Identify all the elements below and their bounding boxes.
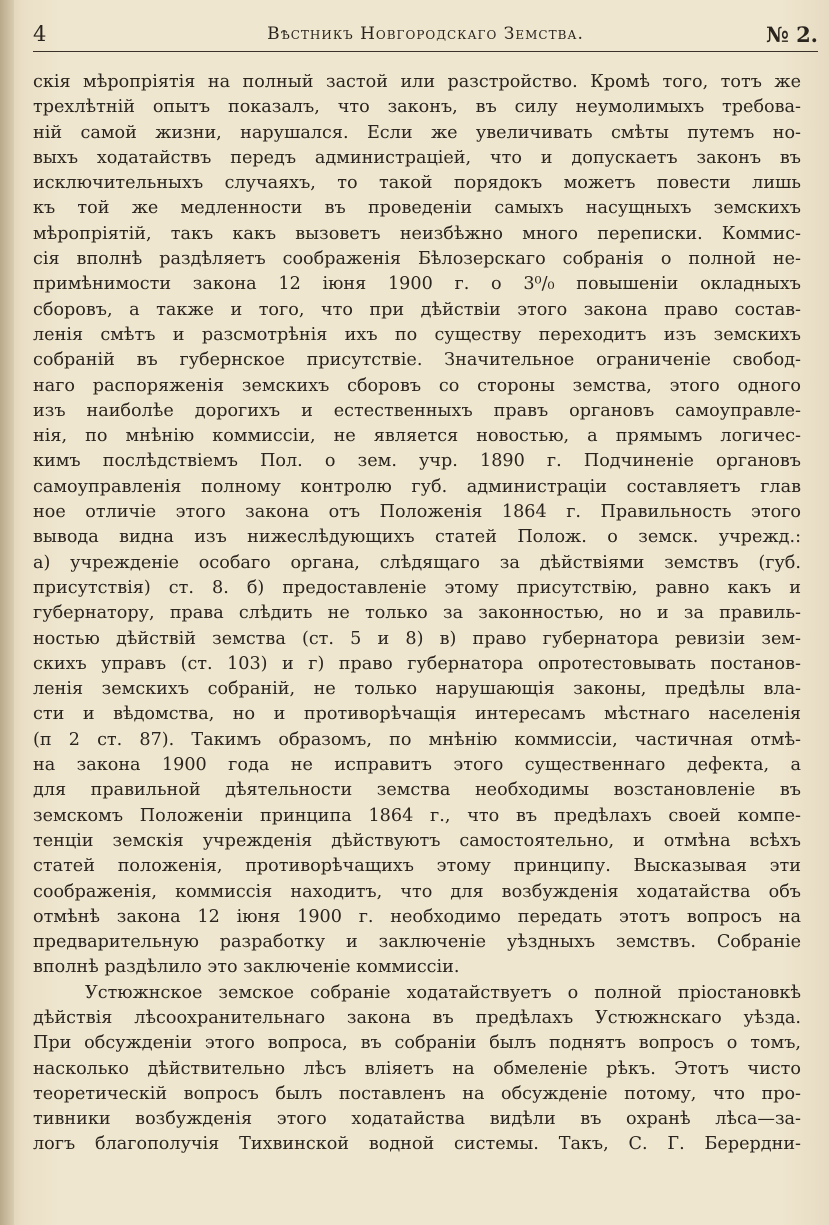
text-line: собраній въ губернское присутствіе. Значительное ограниченіе свобод- <box>33 350 801 371</box>
text-line: скихъ управъ (ст. 103) и г) право губернатора опротестовывать постанов- <box>33 653 801 674</box>
text-line: тивники возбужденія этого ходатайства видѣли въ охранѣ лѣса—за- <box>33 1109 801 1130</box>
paragraph-start-line: Устюжнское земское собраніе ходатайствуетъ о полной пріостановкѣ <box>85 982 801 1003</box>
text-line: ленія земскихъ собраній, не только нарушающія законы, предѣлы вла- <box>33 679 801 700</box>
text-line: статей положенія, противорѣчащихъ этому принципу. Высказывая эти <box>33 856 801 877</box>
text-line: а) учрежденіе особаго органа, слѣдящаго за дѣйствіями земствъ (губ. <box>33 552 801 573</box>
text-line: скія мѣропріятія на полный застой или разстройство. Кромѣ того, тотъ же <box>33 72 801 92</box>
text-line: логъ благополучія Тихвинской водной системы. Такъ, С. Г. Берердни- <box>33 1134 801 1155</box>
text-line: предварительную разработку и заключеніе уѣздныхъ земствъ. Собраніе <box>33 932 801 953</box>
text-line: сти и вѣдомства, но и противорѣчащія интересамъ мѣстнаго населенія <box>33 704 801 725</box>
text-line: трехлѣтній опытъ показалъ, что законъ, въ силу неумолимыхъ требова- <box>33 97 801 118</box>
page-number: 4 <box>33 22 47 46</box>
text-line: насколько дѣйствительно лѣсъ вліяетъ на обмеленіе рѣкъ. Этотъ чисто <box>33 1058 801 1079</box>
text-line: самоуправленія полному контролю губ. администраціи составляетъ глав <box>33 476 801 497</box>
text-line: ній самой жизни, нарушался. Если же увеличивать смѣты путемъ но- <box>33 122 801 143</box>
text-line: мѣропріятій, такъ какъ вызоветъ неизбѣжно много переписки. Коммис- <box>33 223 801 244</box>
text-line: губернатору, права слѣдить не только за законностью, но и за правиль- <box>33 603 801 624</box>
text-line: нія, по мнѣнію коммиссіи, не является новостью, а прямымъ логичес- <box>33 426 801 447</box>
text-line: исключительныхъ случаяхъ, то такой порядокъ можетъ повести лишь <box>33 173 801 194</box>
text-line: ное отличіе этого закона отъ Положенія 1864 г. Правильность этого <box>33 502 801 523</box>
text-line: тенціи земскія учрежденія дѣйствуютъ самостоятельно, и отмѣна всѣхъ <box>33 830 801 851</box>
text-line: на закона 1900 года не исправитъ этого существеннаго дефекта, а <box>33 755 801 776</box>
text-line: выхъ ходатайствъ передъ администраціей, что и допускаетъ законъ въ <box>33 147 801 168</box>
text-line: сія вполнѣ раздѣляетъ соображенія Бѣлозерскаго собранія о полной не- <box>33 249 801 270</box>
book-spine <box>0 0 14 1225</box>
paragraph-end-line: вполнѣ раздѣлило это заключеніе коммиссіи. <box>33 957 460 978</box>
text-line: ностью дѣйствій земства (ст. 5 и 8) в) право губернатора ревизіи зем- <box>33 628 801 649</box>
text-line: (п 2 ст. 87). Такимъ образомъ, по мнѣнію коммиссіи, частичная отмѣ- <box>33 729 801 750</box>
text-line: для правильной дѣятельности земства необходимы возстановленіе въ <box>33 780 801 801</box>
text-line: дѣйствія лѣсоохранительнаго закона въ предѣлахъ Устюжнскаго уѣзда. <box>33 1007 801 1028</box>
text-line: ленія смѣтъ и разсмотрѣнія ихъ по существу переходитъ изъ земскихъ <box>33 324 801 345</box>
body-text <box>33 70 801 1158</box>
journal-title: Вѣстникъ Новгородскаго Земства. <box>267 24 584 44</box>
text-line: При обсужденіи этого вопроса, въ собраніи былъ поднятъ вопросъ о томъ, <box>33 1033 801 1054</box>
running-header <box>33 22 818 52</box>
text-line: вывода видна изъ нижеслѣдующихъ статей Полож. о земск. учрежд.: <box>33 527 801 548</box>
text-line: кимъ послѣдствіемъ Пол. о зем. учр. 1890 г. Подчиненіе органовъ <box>33 451 801 472</box>
text-line: соображенія, коммиссія находитъ, что для возбужденія ходатайства объ <box>33 881 801 902</box>
text-line: примѣнимости закона 12 іюня 1900 г. о 3⁰/₀ повышеніи окладныхъ <box>33 274 801 295</box>
text-line: изъ наиболѣе дорогихъ и естественныхъ правъ органовъ самоуправле- <box>33 400 801 421</box>
text-line: отмѣнѣ закона 12 іюня 1900 г. необходимо передать этотъ вопросъ на <box>33 906 801 927</box>
text-line: наго распоряженія земскихъ сборовъ со стороны земства, этого одного <box>33 375 801 396</box>
header-rule <box>33 51 818 52</box>
text-line: присутствія) ст. 8. б) предоставленіе этому присутствію, равно какъ и <box>33 577 801 598</box>
text-line: къ той же медленности въ проведеніи самыхъ насущныхъ земскихъ <box>33 198 801 219</box>
issue-number: № 2. <box>765 22 818 47</box>
text-line: сборовъ, а также и того, что при дѣйствіи этого закона право состав- <box>33 299 801 320</box>
text-line: теоретическій вопросъ былъ поставленъ на обсужденіе потому, что про- <box>33 1083 801 1104</box>
text-line: земскомъ Положеніи принципа 1864 г., что въ предѣлахъ своей компе- <box>33 805 801 826</box>
